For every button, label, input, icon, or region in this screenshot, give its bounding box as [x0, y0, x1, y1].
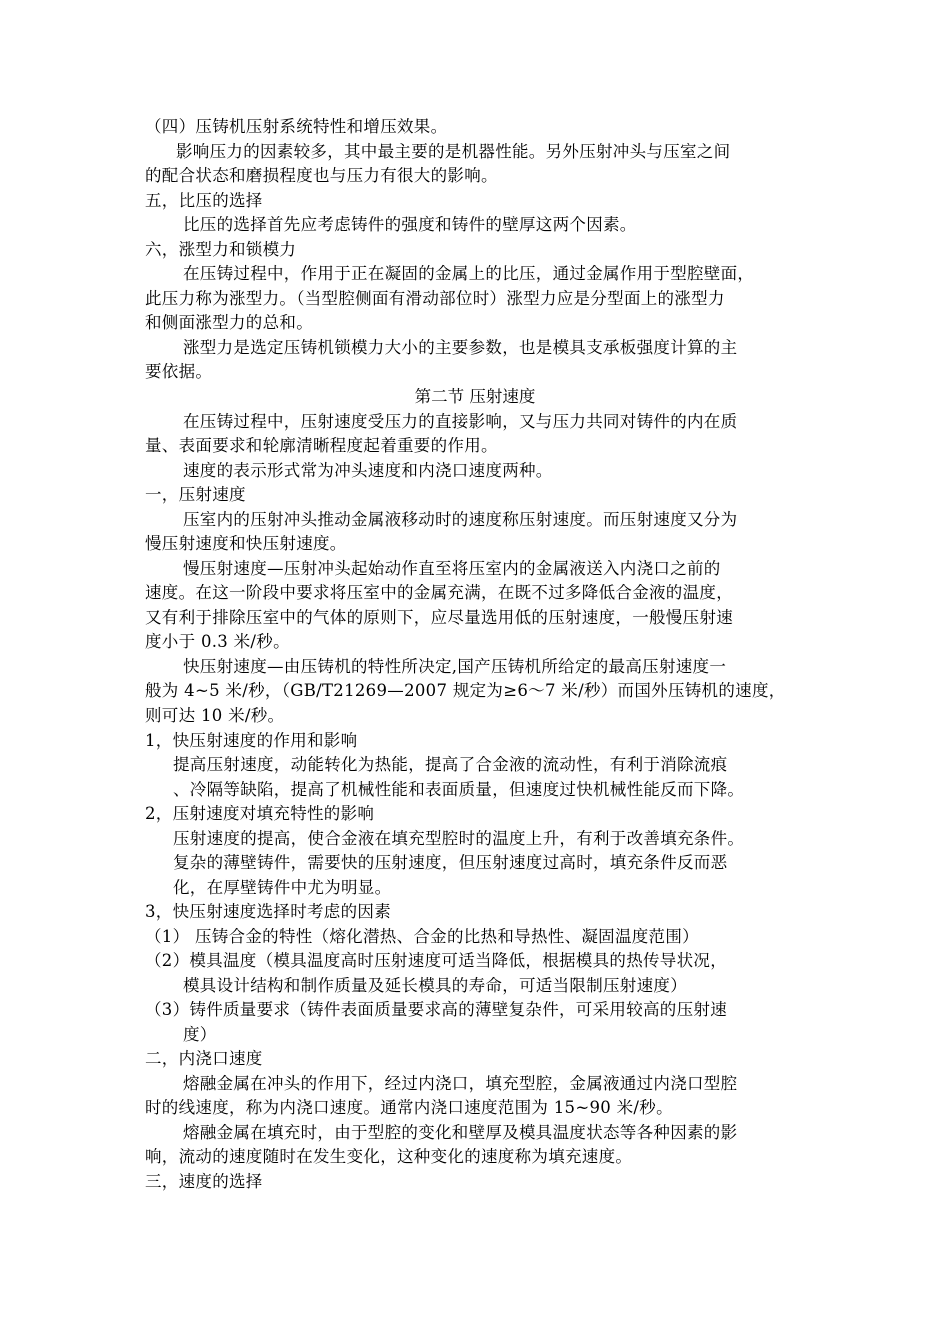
paragraph-line: 时的线速度，称为内浇口速度。通常内浇口速度范围为 15~90 米/秒。 [145, 1098, 673, 1117]
list-item: （1） 压铸合金的特性（熔化潜热、合金的比热和导热性、凝固温度范围） [145, 927, 699, 946]
paragraph-line: 快压射速度—由压铸机的特性所决定,国产压铸机所给定的最高压射速度一 [183, 657, 727, 676]
paragraph-line: 和侧面涨型力的总和。 [145, 313, 313, 332]
list-item: （2）模具温度（模具温度高时压射速度可适当降低，根据模具的热传导状况， [145, 951, 727, 970]
heading-line: 一，压射速度 [145, 485, 246, 504]
heading-line: 三，速度的选择 [145, 1172, 263, 1191]
paragraph-line: 的配合状态和磨损程度也与压力有很大的影响。 [145, 166, 498, 185]
paragraph-line: 此压力称为涨型力。（当型腔侧面有滑动部位时）涨型力应是分型面上的涨型力 [145, 289, 725, 308]
paragraph-line: 则可达 10 米/秒。 [145, 706, 285, 725]
list-item: （3）铸件质量要求（铸件表面质量要求高的薄壁复杂件，可采用较高的压射速 [145, 1000, 727, 1019]
paragraph-line: 压射速度的提高，使合金液在填充型腔时的温度上升，有利于改善填充条件。 [173, 829, 745, 848]
paragraph-line: 度小于 0.3 米/秒。 [145, 632, 290, 651]
paragraph-line: 化，在厚壁铸件中尤为明显。 [173, 878, 392, 897]
paragraph-line: 提高压射速度，动能转化为热能，提高了合金液的流动性，有利于消除流痕 [173, 755, 728, 774]
heading-line: 2，压射速度对填充特性的影响 [145, 804, 375, 823]
paragraph-line: 般为 4~5 米/秒，（GB/T21269—2007 规定为≥6～7 米/秒）而国外压铸机的速度， [145, 681, 786, 700]
list-item-continuation: 度） [183, 1025, 217, 1044]
list-item-continuation: 模具设计结构和制作质量及延长模具的寿命，可适当限制压射速度） [183, 976, 687, 995]
heading-line: 五，比压的选择 [145, 191, 263, 210]
paragraph-line: 、冷隔等缺陷，提高了机械性能和表面质量，但速度过快机械性能反而下降。 [173, 780, 745, 799]
heading-line: 3，快压射速度选择时考虑的因素 [145, 902, 391, 921]
heading-line: 六，涨型力和锁模力 [145, 240, 297, 259]
paragraph-line: 又有利于排除压室中的气体的原则下，应尽量选用低的压射速度，一般慢压射速 [145, 608, 733, 627]
paragraph-line: 要依据。 [145, 362, 213, 381]
paragraph-line: 速度的表示形式常为冲头速度和内浇口速度两种。 [183, 461, 553, 480]
paragraph-line: 涨型力是选定压铸机锁模力大小的主要参数，也是模具支承板强度计算的主 [183, 338, 738, 357]
paragraph-line: 量、表面要求和轮廓清晰程度起着重要的作用。 [145, 436, 498, 455]
section-title: 第二节 压射速度 [414, 387, 536, 406]
paragraph-line: 响，流动的速度随时在发生变化，这种变化的速度称为填充速度。 [145, 1147, 633, 1166]
heading-line: （四）压铸机压射系统特性和增压效果。 [145, 117, 448, 136]
paragraph-line: 速度。在这一阶段中要求将压室中的金属充满，在既不过多降低合金液的温度， [145, 583, 733, 602]
paragraph-line: 慢压射速度和快压射速度。 [145, 534, 347, 553]
paragraph-line: 压室内的压射冲头推动金属液移动时的速度称压射速度。而压射速度又分为 [183, 510, 738, 529]
paragraph-line: 熔融金属在填充时，由于型腔的变化和壁厚及模具温度状态等各种因素的影 [183, 1123, 738, 1142]
paragraph-line: 在压铸过程中，压射速度受压力的直接影响，又与压力共同对铸件的内在质 [183, 412, 738, 431]
paragraph-line: 复杂的薄壁铸件，需要快的压射速度，但压射速度过高时，填充条件反而恶 [173, 853, 728, 872]
paragraph-line: 慢压射速度—压射冲头起始动作直至将压室内的金属液送入内浇口之前的 [183, 559, 721, 578]
heading-line: 1，快压射速度的作用和影响 [145, 731, 358, 750]
paragraph-line: 熔融金属在冲头的作用下，经过内浇口，填充型腔，金属液通过内浇口型腔 [183, 1074, 738, 1093]
paragraph-line: 比压的选择首先应考虑铸件的强度和铸件的壁厚这两个因素。 [183, 215, 637, 234]
heading-line: 二，内浇口速度 [145, 1049, 263, 1068]
paragraph-line: 影响压力的因素较多，其中最主要的是机器性能。另外压射冲头与压室之间 [176, 142, 731, 161]
paragraph-line: 在压铸过程中，作用于正在凝固的金属上的比压，通过金属作用于型腔壁面， [183, 264, 755, 283]
